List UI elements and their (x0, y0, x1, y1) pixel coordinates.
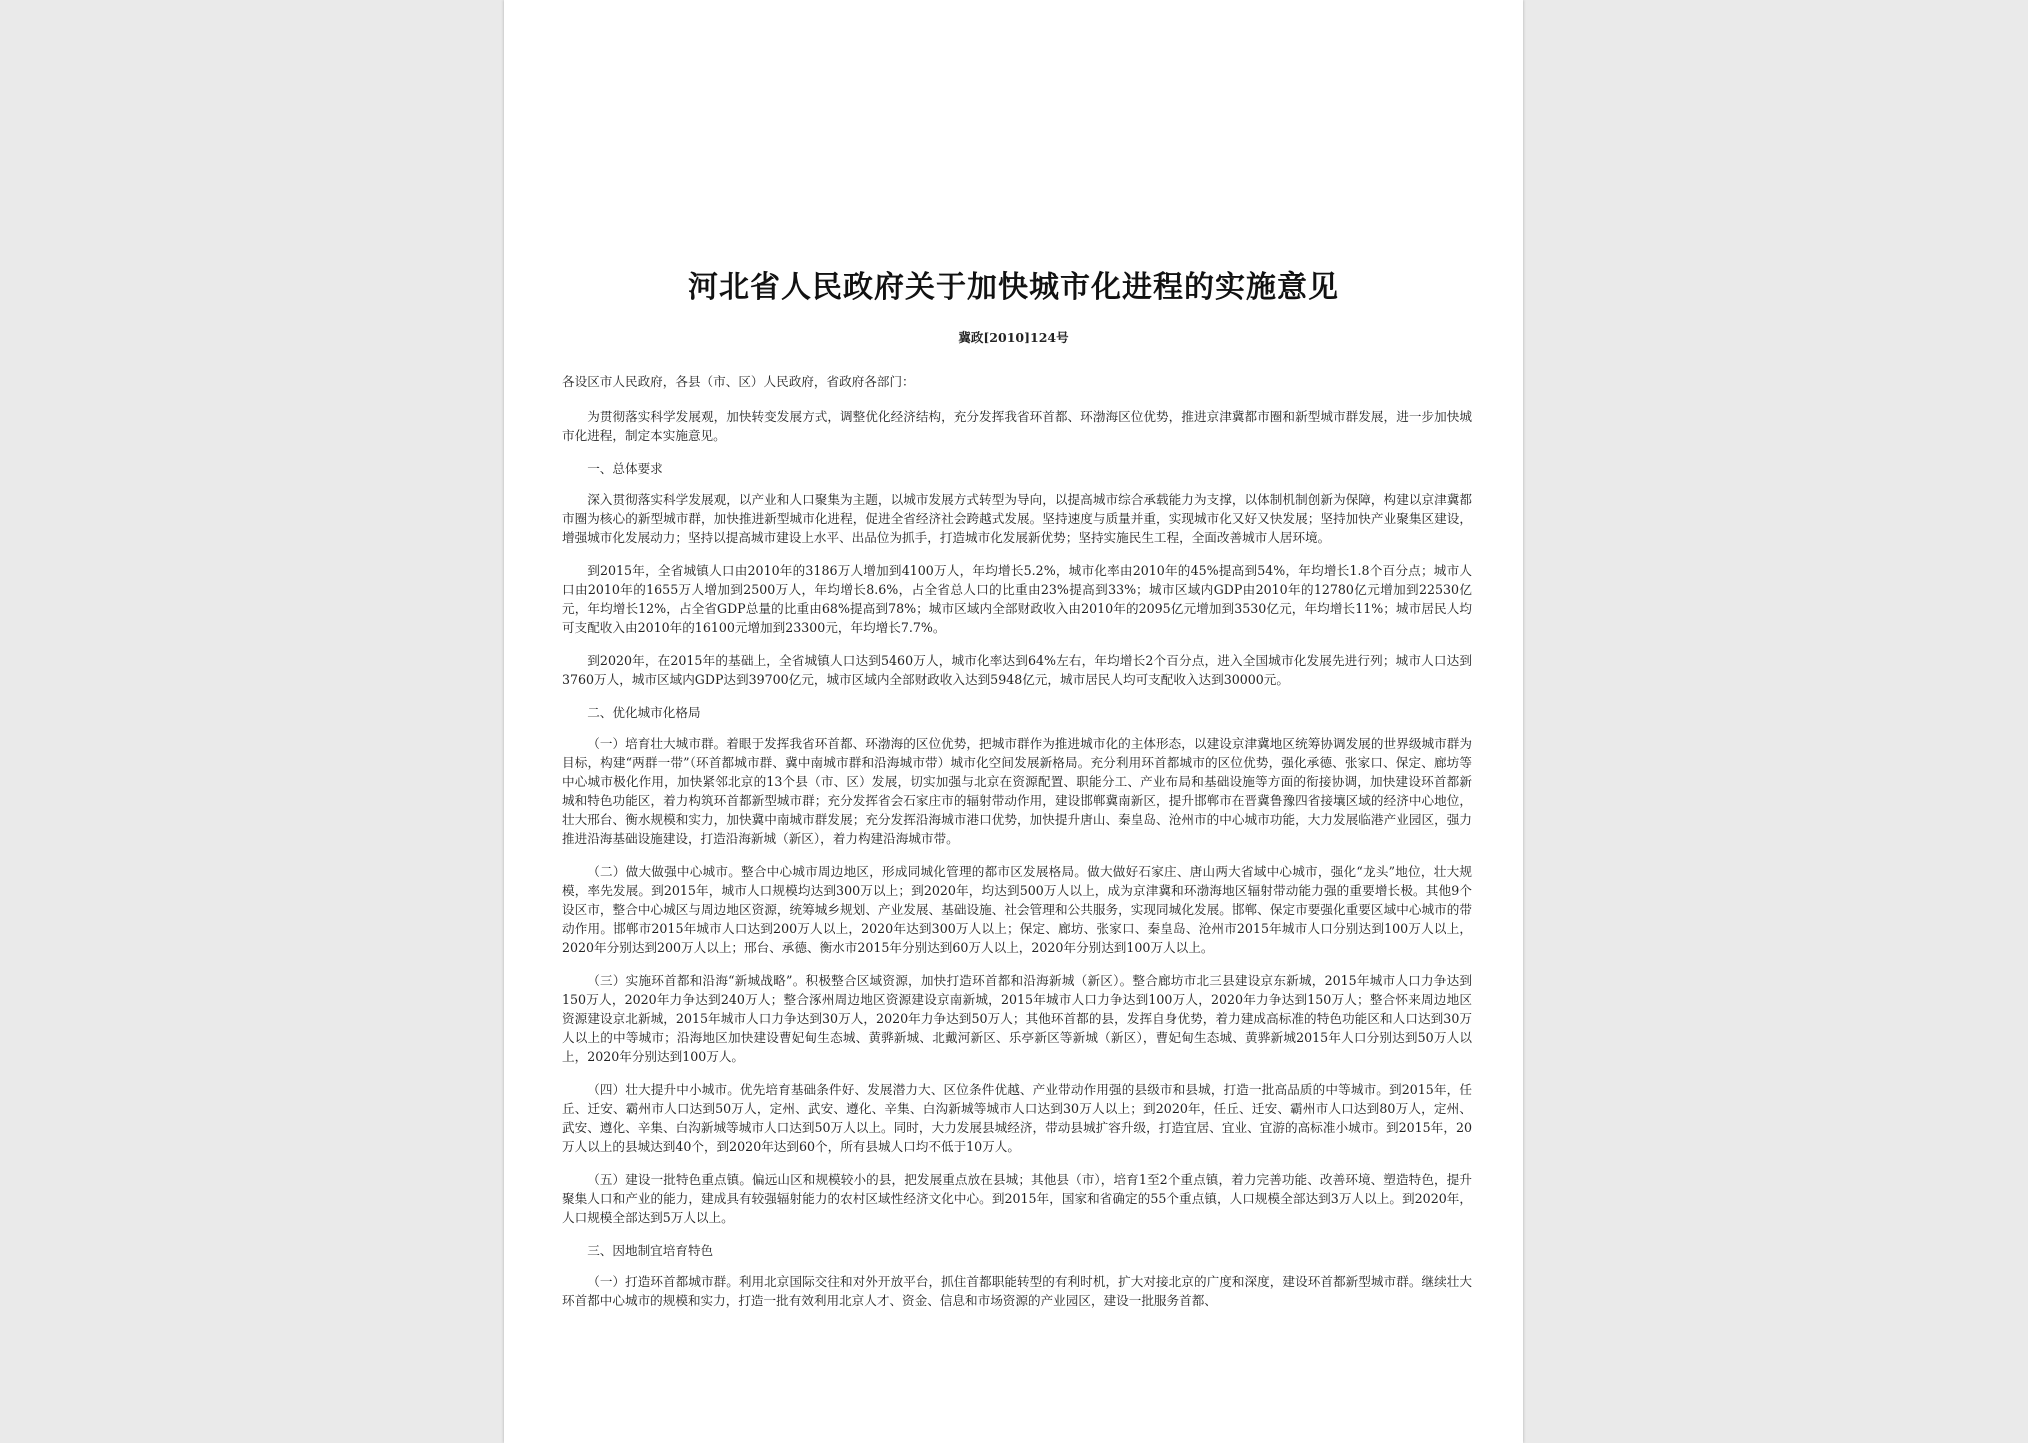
section-heading-1: 一、总体要求 (587, 461, 663, 476)
section-heading-2: 二、优化城市化格局 (587, 705, 701, 720)
salutation: 各设区市人民政府，各县（市、区）人民政府，省政府各部门： (562, 374, 915, 389)
paragraph: （一）打造环首都城市群。利用北京国际交往和对外开放平台，抓住首都职能转型的有利时机，扩大对接北京的广度和深度，建设环首都新型城市群。继续壮大环首都中心城市的规模和实力，打造一批有效利用北京人才、资金、信息和市场资源的产业园区，建设一批服务首都、 (562, 1274, 1472, 1308)
paragraph: 深入贯彻落实科学发展观，以产业和人口聚集为主题，以城市发展方式转型为导向，以提高城市综合承载能力为支撑，以体制机制创新为保障，构建以京津冀都市圈为核心的新型城市群，加快推进新型城市化进程，促进全省经济社会跨越式发展。坚持速度与质量并重，实现城市化又好又快发展；坚持加快产业聚集区建设，增强城市化发展动力；坚持以提高城市建设上水平、出品位为抓手，打造城市化发展新优势；坚持实施民生工程，全面改善城市人居环境。 (562, 492, 1472, 545)
paragraph: （三）实施环首都和沿海“新城战略”。积极整合区域资源，加快打造环首都和沿海新城（新区）。整合廊坊市北三县建设京东新城，2015年城市人口力争达到150万人，2020年力争达到240万人；整合涿州周边地区资源建设京南新城，2015年城市人口力争达到100万人，2020年力争达到150万人；整合怀来周边地区资源建设京北新城，2015年城市人口力争达到30万人，2020年力争达到50万人；其他环首都的县，发挥自身优势，着力建成高标准的特色功能区和人口达到30万人以上的中等城市；沿海地区加快建设曹妃甸生态城、黄骅新城、北戴河新区、乐亭新区等新城（新区），曹妃甸生态城、黄骅新城2015年人口分别达到50万人以上，2020年分别达到100万人。 (562, 973, 1472, 1064)
paragraph: （一）培育壮大城市群。着眼于发挥我省环首都、环渤海的区位优势，把城市群作为推进城市化的主体形态，以建设京津冀地区统筹协调发展的世界级城市群为目标，构建“两群一带”（环首都城市群、冀中南城市群和沿海城市带）城市化空间发展新格局。充分利用环首都城市的区位优势，强化承德、张家口、保定、廊坊等中心城市极化作用，加快紧邻北京的13个县（市、区）发展，切实加强与北京在资源配置、职能分工、产业布局和基础设施等方面的衔接协调，加快建设环首都新城和特色功能区，着力构筑环首都新型城市群；充分发挥省会石家庄市的辐射带动作用，建设邯郸冀南新区，提升邯郸市在晋冀鲁豫四省接壤区域的经济中心地位，壮大邢台、衡水规模和实力，加快冀中南城市群发展；充分发挥沿海城市港口优势，加快提升唐山、秦皇岛、沧州市的中心城市功能，大力发展临港产业园区，强力推进沿海基础设施建设，打造沿海新城（新区），着力构建沿海城市带。 (562, 736, 1472, 846)
document-body (562, 372, 1472, 1318)
paragraph: 到2015年，全省城镇人口由2010年的3186万人增加到4100万人，年均增长5.2%，城市化率由2010年的45%提高到54%，年均增长1.8个百分点；城市人口由2010年的1655万人增加到2500万人，年均增长8.6%，占全省总人口的比重由23%提高到33%；城市区域内GDP由2010年的12780亿元增加到22530亿元，年均增长12%，占全省GDP总量的比重由68%提高到78%；城市区域内全部财政收入由2010年的2095亿元增加到3530亿元，年均增长11%；城市居民人均可支配收入由2010年的16100元增加到23300元，年均增长7.7%。 (562, 563, 1472, 635)
paragraph: （二）做大做强中心城市。整合中心城市周边地区，形成同城化管理的都市区发展格局。做大做好石家庄、唐山两大省域中心城市，强化“龙头”地位，壮大规模，率先发展。到2015年，城市人口规模均达到300万以上；到2020年，均达到500万人以上，成为京津冀和环渤海地区辐射带动能力强的重要增长极。其他9个设区市，整合中心城区与周边地区资源，统筹城乡规划、产业发展、基础设施、社会管理和公共服务，实现同城化发展。邯郸、保定市要强化重要区域中心城市的带动作用。邯郸市2015年城市人口达到200万人以上，2020年达到300万人以上；保定、廊坊、张家口、秦皇岛、沧州市2015年城市人口分别达到100万人以上，2020年分别达到200万人以上；邢台、承德、衡水市2015年分别达到60万人以上，2020年分别达到100万人以上。 (562, 864, 1472, 955)
document-number: 冀政[2010]124号 (958, 330, 1069, 345)
paragraph-preamble: 为贯彻落实科学发展观，加快转变发展方式，调整优化经济结构，充分发挥我省环首都、环渤海区位优势，推进京津冀都市圈和新型城市群发展，进一步加快城市化进程，制定本实施意见。 (562, 409, 1472, 443)
paragraph: 到2020年，在2015年的基础上，全省城镇人口达到5460万人，城市化率达到64%左右，年均增长2个百分点，进入全国城市化发展先进行列；城市人口达到3760万人，城市区域内GDP达到39700亿元，城市区域内全部财政收入达到5948亿元，城市居民人均可支配收入达到30000元。 (562, 653, 1472, 687)
page-title: 河北省人民政府关于加快城市化进程的实施意见 (688, 270, 1339, 305)
paragraph: （五）建设一批特色重点镇。偏远山区和规模较小的县，把发展重点放在县城；其他县（市），培育1至2个重点镇，着力完善功能、改善环境、塑造特色，提升聚集人口和产业的能力，建成具有较强辐射能力的农村区域性经济文化中心。到2015年，国家和省确定的55个重点镇，人口规模全部达到3万人以上。到2020年，人口规模全部达到5万人以上。 (562, 1172, 1472, 1225)
document-page (504, 0, 1523, 1443)
section-heading-3: 三、因地制宜培育特色 (587, 1243, 714, 1258)
paragraph: （四）壮大提升中小城市。优先培育基础条件好、发展潜力大、区位条件优越、产业带动作用强的县级市和县城，打造一批高品质的中等城市。到2015年，任丘、迁安、霸州市人口达到50万人，定州、武安、遵化、辛集、白沟新城等城市人口达到30万人以上；到2020年，任丘、迁安、霸州市人口达到80万人，定州、武安、遵化、辛集、白沟新城等城市人口达到50万人以上。同时，大力发展县城经济，带动县城扩容升级，打造宜居、宜业、宜游的高标准小城市。到2015年，20万人以上的县城达到40个，到2020年达到60个，所有县城人口均不低于10万人。 (562, 1082, 1472, 1154)
